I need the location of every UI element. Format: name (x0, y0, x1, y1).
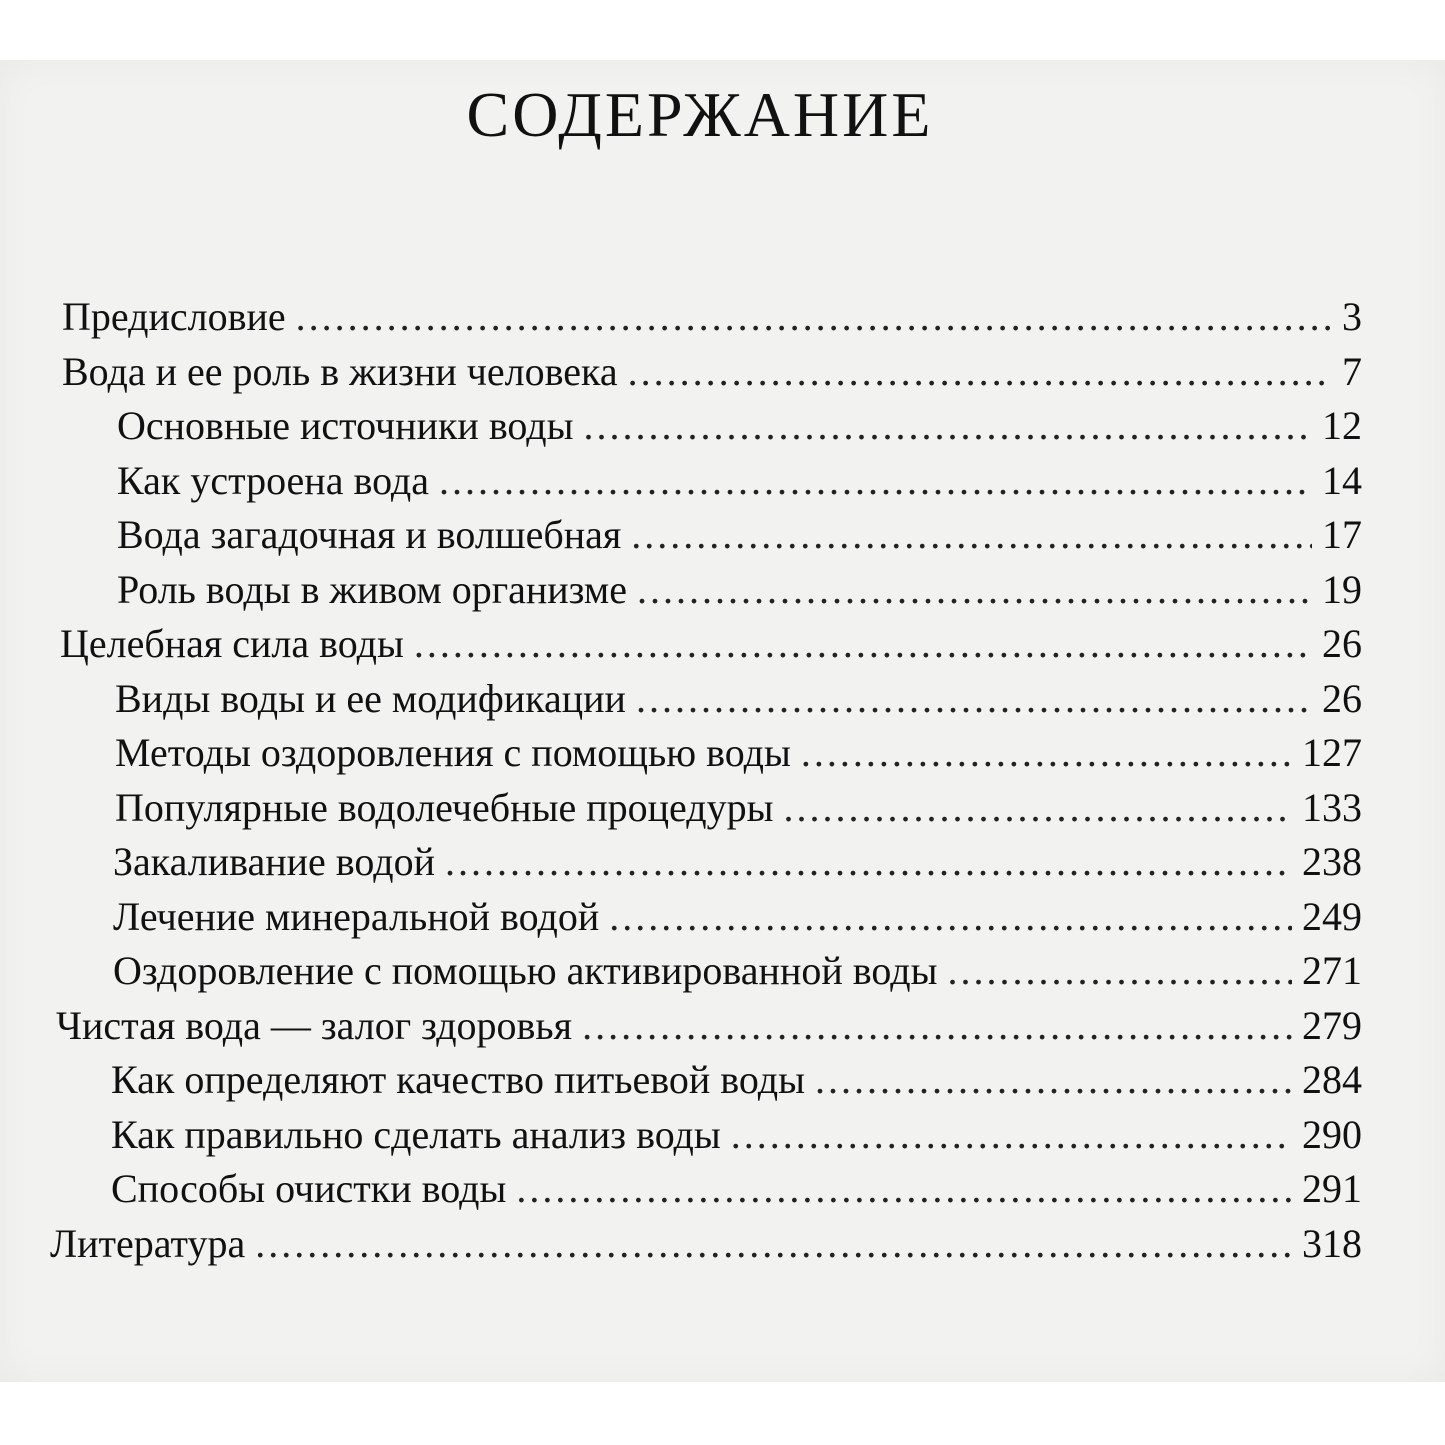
toc-leader-dots (584, 402, 1312, 449)
toc-leader-dots (414, 620, 1312, 667)
toc-entry-title: Как правильно сделать анализ воды (111, 1111, 721, 1157)
toc-entry-page-number: 318 (1302, 1220, 1362, 1266)
toc-entry-title: Вода и ее роль в жизни человека (62, 348, 618, 394)
toc-entry-title: Целебная сила воды (60, 621, 404, 666)
toc-entry-title: Методы оздоровления с помощью воды (115, 730, 791, 775)
toc-entry-page-number: 3 (1342, 294, 1362, 339)
toc-leader-dots (296, 293, 1332, 340)
toc-entry-title: Вода загадочная и волшебная (117, 512, 622, 557)
toc-entry (111, 1111, 1362, 1171)
toc-entry-page-number: 279 (1302, 1002, 1362, 1048)
toc-entry-page-number: 291 (1302, 1166, 1362, 1211)
toc-leader-dots (255, 1220, 1292, 1267)
toc-leader-dots (801, 729, 1292, 776)
toc-leader-dots (947, 947, 1292, 994)
toc-entry (117, 511, 1362, 571)
toc-entry-title: Роль воды в живом организме (117, 566, 627, 612)
toc-entry-title: Способы очистки воды (111, 1166, 507, 1211)
toc-leader-dots (631, 511, 1312, 558)
toc-entry-page-number: 12 (1322, 403, 1362, 448)
toc-entry-title: Чистая вода — залог здоровья (56, 1002, 573, 1048)
toc-leader-dots (516, 1165, 1292, 1212)
toc-entry (50, 1220, 1362, 1280)
toc-entry-title: Как определяют качество питьевой воды (111, 1057, 805, 1102)
toc-entry-page-number: 133 (1302, 784, 1362, 830)
toc-entry-page-number: 26 (1322, 675, 1362, 721)
toc-entry (111, 1165, 1362, 1225)
toc-leader-dots (783, 784, 1292, 831)
toc-entry (113, 947, 1362, 1007)
toc-leader-dots (815, 1056, 1292, 1103)
toc-entry-page-number: 26 (1322, 621, 1362, 666)
toc-entry (111, 1056, 1362, 1116)
toc-entry (115, 729, 1362, 789)
toc-entry (115, 784, 1362, 844)
toc-entry (62, 293, 1362, 353)
toc-entry-title: Литература (50, 1220, 246, 1266)
toc-leader-dots (628, 348, 1332, 395)
toc-entry (113, 893, 1362, 953)
toc-entry-page-number: 127 (1302, 730, 1362, 775)
toc-leader-dots (439, 457, 1312, 504)
toc-leader-dots (731, 1111, 1292, 1158)
toc-entry (56, 1002, 1362, 1062)
toc-entry-title: Лечение минеральной водой (113, 893, 600, 939)
toc-entry (113, 838, 1362, 898)
toc-entry-title: Популярные водолечебные процедуры (115, 784, 774, 830)
toc-entry-title: Предисловие (62, 294, 286, 339)
toc-entry (115, 675, 1362, 735)
toc-entry-title: Виды воды и ее модификации (115, 675, 626, 721)
toc-entry-title: Как устроена вода (117, 457, 430, 503)
page-title: СОДЕРЖАНИЕ (466, 79, 934, 150)
toc-leader-dots (609, 893, 1292, 940)
toc-entry-page-number: 7 (1342, 348, 1362, 394)
toc-entry-page-number: 14 (1322, 457, 1362, 503)
toc-entry (117, 566, 1362, 626)
book-page (0, 60, 1445, 1382)
toc-entry-page-number: 249 (1302, 893, 1362, 939)
toc-entry-page-number: 238 (1302, 839, 1362, 884)
toc-entry-page-number: 271 (1302, 948, 1362, 993)
toc-leader-dots (636, 675, 1312, 722)
toc-leader-dots (637, 566, 1312, 613)
toc-entry-page-number: 284 (1302, 1057, 1362, 1102)
toc-leader-dots (445, 838, 1292, 885)
toc-entry-page-number: 19 (1322, 566, 1362, 612)
toc-entry (62, 348, 1362, 408)
toc-entry-page-number: 290 (1302, 1111, 1362, 1157)
toc-entry (60, 620, 1362, 680)
toc-leader-dots (582, 1002, 1292, 1049)
toc-entry (117, 457, 1362, 517)
toc-entry-page-number: 17 (1322, 512, 1362, 557)
toc-entry (117, 402, 1362, 462)
toc-entry-title: Закаливание водой (113, 839, 435, 884)
toc-entry-title: Основные источники воды (117, 403, 574, 448)
toc-entry-title: Оздоровление с помощью активированной воды (113, 948, 938, 993)
